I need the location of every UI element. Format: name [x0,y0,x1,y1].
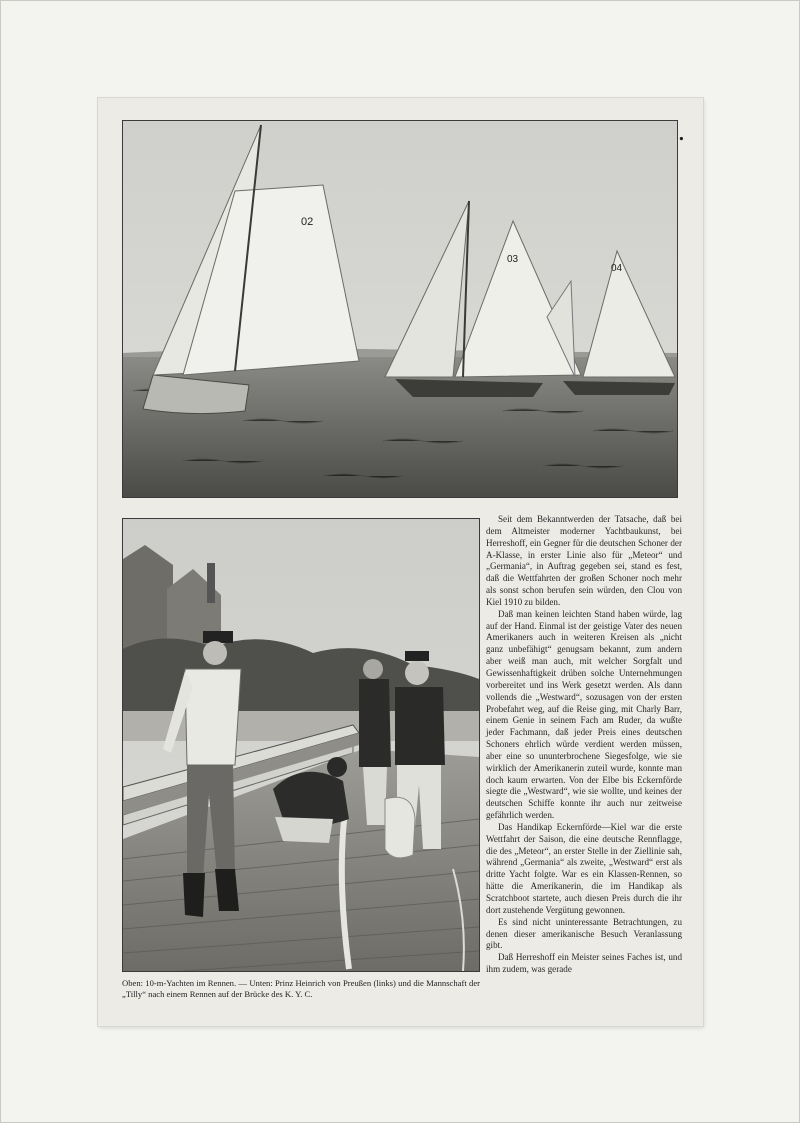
photo-yachts-racing [122,120,678,498]
article-paragraph: Daß man keinen leichten Stand haben würde, lag auf der Hand. Einmal ist der geistige Vater des neuen Amerikaners auch in weiteren Kreisen als „nicht ganz unbefähigt“ genugsam bekannt, zum andern aber weiß man auch, mit welcher Sorgfalt und Gewissenhaftigkeit drüben solche Unternehmungen vorbereitet und ins Werk gesetzt werden. Als dann vollends die „Westward“, sozusagen von der ersten Probefahrt weg, auf die Reise ging, mit Charly Barr, einem Genie in seinem Fach am Ruder, da wußte jeder Fachmann, daß jeder Preis eines deutschen Schoners ehrlich würde verdient werden müssen, aber eine so ununterbrochene Siegesfolge, wie sie wirklich der Amerikanerin zuteil wurde, konnte man doch kaum erwarten. Von der Elbe bis Eckernförde siegte die „Westward“, wie sie wollte, und keines der deutschen Schiffe konnte ihr auch nur zeitweise gefährlich werden. [486,608,682,821]
article-text [486,514,682,976]
sail-number-02: 02 [301,216,314,228]
photo-pier-crew [122,518,480,972]
article-paragraph: Daß Herreshoff ein Meister seines Faches ist, und ihm zudem, was gerade [486,952,682,975]
article-paragraph: Es sind nicht uninteressante Betrachtungen, zu denen dieser amerikanische Besuch Veranlassung gibt. [486,916,682,951]
sail-number-04: 04 [611,263,623,274]
sail-number-03: 03 [507,254,519,265]
article-paragraph: Das Handikap Eckernförde—Kiel war die erste Wettfahrt der Saison, die eine deutsche Rennflagge, die des „Meteor“, an erster Stelle in der Ziellinie sah, während „Germania“ als zweite, „Westward“ erst als dritte Yacht folgte. War es ein Klassen-Rennen, so hätte die Amerikanerin, die im Handikap als Scratchboot startete, auch diesen Preis durch die ihr dort zustehende Vergütung gewonnen. [486,821,682,915]
article-paragraph: Seit dem Bekanntwerden der Tatsache, daß bei dem Altmeister moderner Yachtbaukunst, bei Herreshoff, ein Gegner für die deutschen Schoner der A-Klasse, in erster Linie also für „Meteor“ und „Germania“, in Auftrag gegeben sei, stand es fest, daß die Wettfahrten der großen Schoner noch mehr als sonst schon berufen sein würden, den Clou von Kiel 1910 zu bilden. [486,514,682,607]
photo-caption: Oben: 10-m-Yachten im Rennen. — Unten: Prinz Heinrich von Preußen (links) und die Mannschaft der „Tilly“ nach einem Rennen auf der Brücke des K. Y. C. [122,978,480,999]
